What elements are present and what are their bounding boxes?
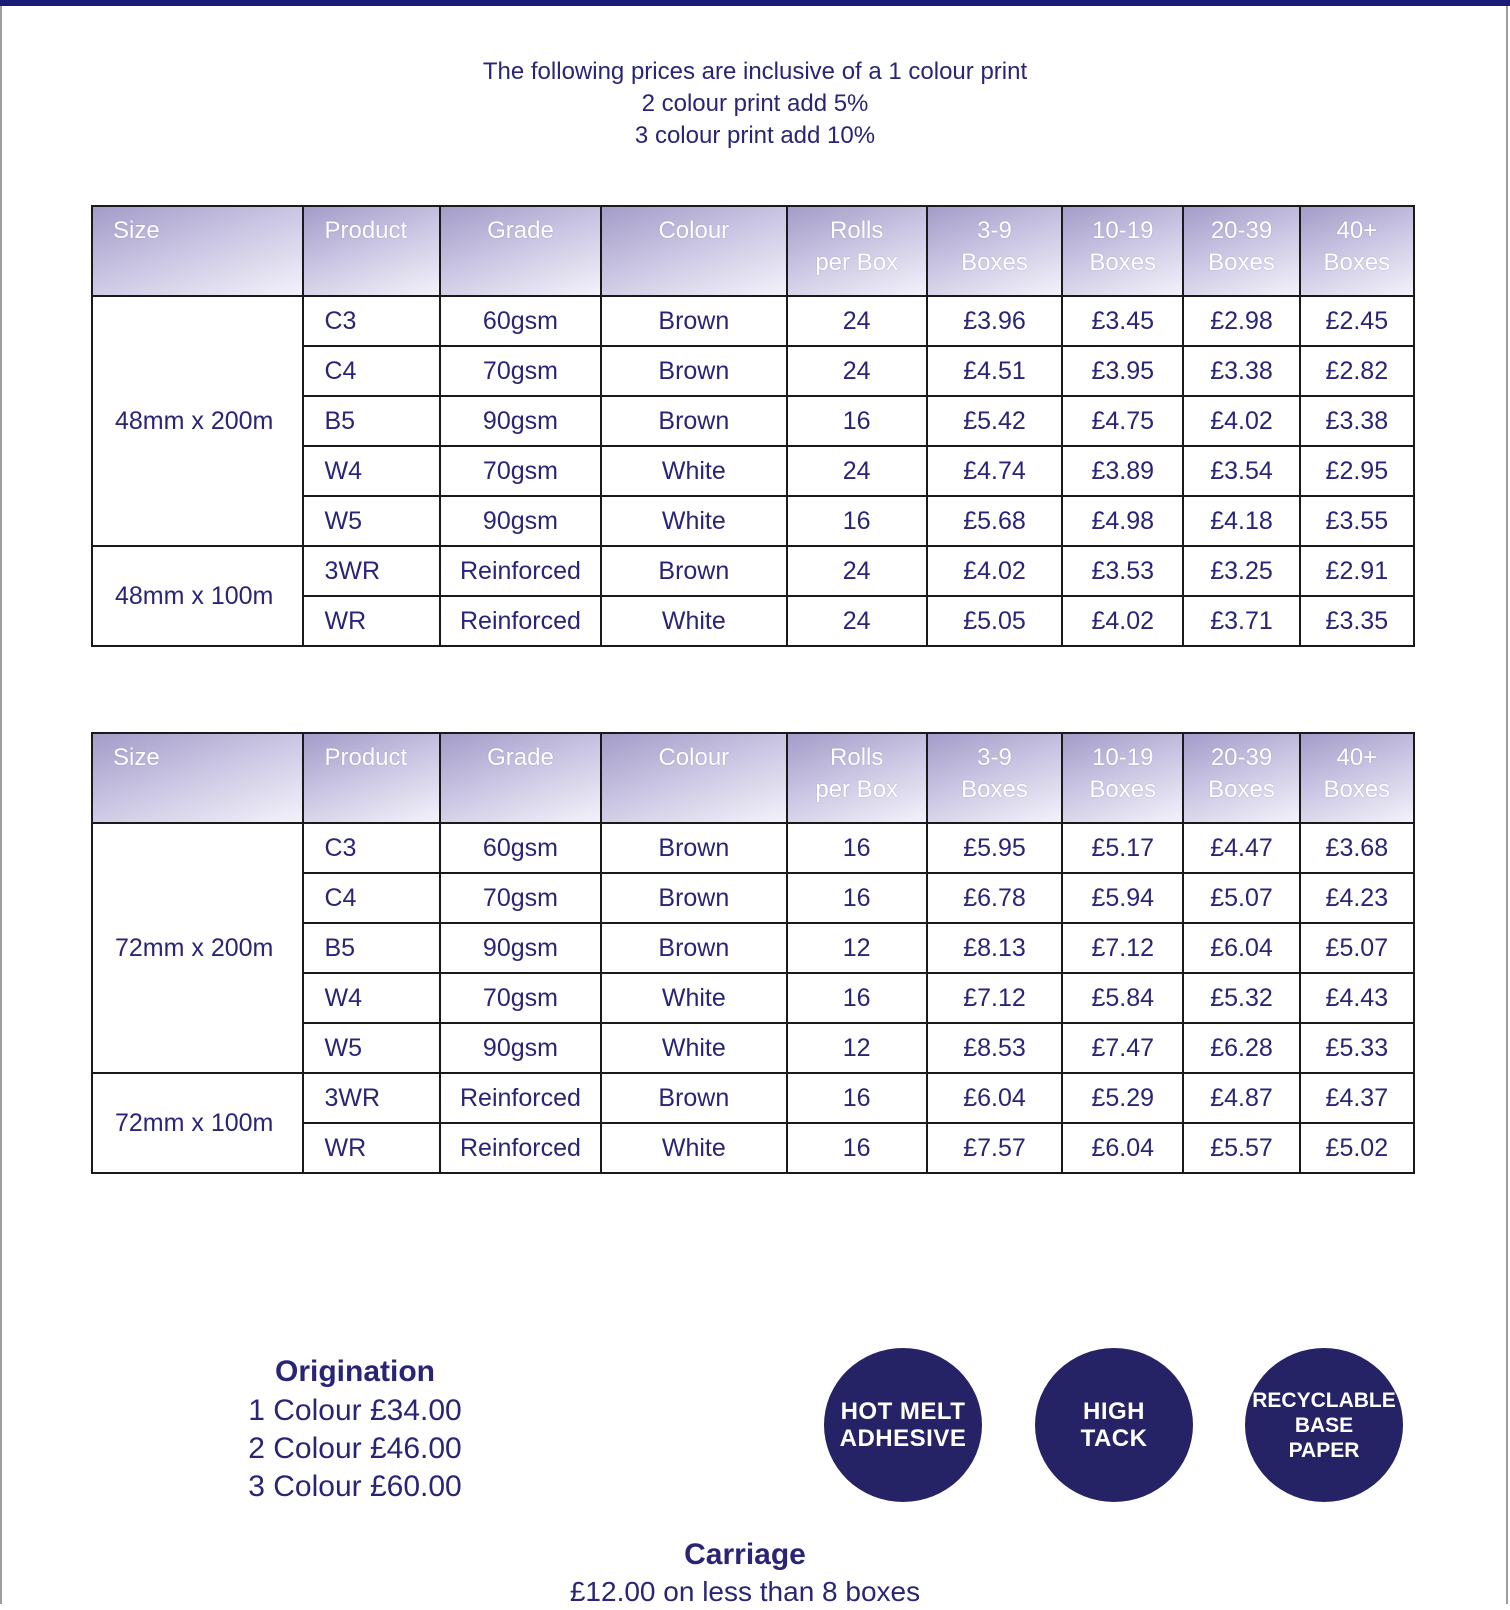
colour-cell: White (601, 1023, 786, 1073)
rolls-cell: 24 (787, 296, 927, 346)
header-line: Boxes (1208, 249, 1275, 276)
price-cell: £3.54 (1183, 446, 1299, 496)
table-row (92, 546, 1414, 596)
grade-cell: 90gsm (440, 496, 601, 546)
price-cell: £3.95 (1062, 346, 1183, 396)
grade-cell: 70gsm (440, 346, 601, 396)
size-cell: 72mm x 100m (92, 1073, 303, 1173)
grade-cell: Reinforced (440, 596, 601, 646)
header-line: 40+ (1336, 744, 1378, 771)
header-line: 10-19 (1092, 217, 1154, 244)
colour-cell: White (601, 596, 786, 646)
colour-cell: Brown (601, 546, 786, 596)
grade-cell: 70gsm (440, 446, 601, 496)
price-cell: £7.12 (927, 973, 1062, 1023)
grade-cell: 70gsm (440, 873, 601, 923)
colour-cell: Brown (601, 923, 786, 973)
price-cell: £6.28 (1183, 1023, 1299, 1073)
hot-melt-adhesive-badge (824, 1348, 982, 1502)
price-cell: £3.53 (1062, 546, 1183, 596)
colour-cell: Brown (601, 346, 786, 396)
grade-cell: Reinforced (440, 1073, 601, 1123)
header-10-19-boxes (1062, 206, 1183, 296)
header-colour: Colour (601, 733, 786, 823)
badge-line: BASE (1294, 1413, 1354, 1437)
table-row (92, 823, 1414, 873)
header-line: 10-19 (1092, 744, 1154, 771)
price-cell: £4.43 (1300, 973, 1414, 1023)
header-line: 3-9 (977, 217, 1012, 244)
colour-cell: Brown (601, 396, 786, 446)
price-cell: £3.89 (1062, 446, 1183, 496)
product-cell: 3WR (303, 1073, 439, 1123)
header-3-9-boxes (927, 733, 1062, 823)
rolls-cell: 12 (787, 923, 927, 973)
price-cell: £7.47 (1062, 1023, 1183, 1073)
price-cell: £4.47 (1183, 823, 1299, 873)
table-row (92, 1073, 1414, 1123)
price-cell: £4.02 (1062, 596, 1183, 646)
header-line: Rolls (830, 744, 884, 771)
header-line: Boxes (1208, 776, 1275, 803)
header-line: 3-9 (977, 744, 1012, 771)
price-cell: £3.38 (1183, 346, 1299, 396)
grade-cell: 90gsm (440, 1023, 601, 1073)
header-line: Boxes (961, 249, 1028, 276)
table-header-row (92, 733, 1414, 823)
price-cell: £5.32 (1183, 973, 1299, 1023)
price-cell: £8.53 (927, 1023, 1062, 1073)
price-cell: £5.33 (1300, 1023, 1414, 1073)
intro-line: 3 colour print add 10% (634, 122, 876, 149)
header-line: 20-39 (1210, 217, 1273, 244)
colour-cell: White (601, 496, 786, 546)
badge-line: HIGH (1083, 1398, 1145, 1425)
colour-cell: White (601, 1123, 786, 1173)
price-cell: £2.95 (1300, 446, 1414, 496)
rolls-cell: 12 (787, 1023, 927, 1073)
product-cell: C3 (303, 296, 439, 346)
price-cell: £2.91 (1300, 546, 1414, 596)
price-cell: £3.35 (1300, 596, 1414, 646)
price-cell: £4.18 (1183, 496, 1299, 546)
product-cell: W5 (303, 496, 439, 546)
price-cell: £5.57 (1183, 1123, 1299, 1173)
size-cell: 48mm x 100m (92, 546, 303, 646)
size-cell: 72mm x 200m (92, 823, 303, 1073)
colour-cell: White (601, 973, 786, 1023)
size-cell: 48mm x 200m (92, 296, 303, 546)
price-cell: £2.45 (1300, 296, 1414, 346)
price-cell: £3.25 (1183, 546, 1299, 596)
price-cell: £5.84 (1062, 973, 1183, 1023)
header-rolls-per-box (787, 206, 927, 296)
price-cell: £2.82 (1300, 346, 1414, 396)
high-tack-badge (1035, 1348, 1193, 1502)
product-cell: W4 (303, 446, 439, 496)
price-cell: £5.05 (927, 596, 1062, 646)
product-cell: WR (303, 596, 439, 646)
grade-cell: 60gsm (440, 823, 601, 873)
rolls-cell: 16 (787, 1073, 927, 1123)
product-cell: C3 (303, 823, 439, 873)
rolls-cell: 16 (787, 973, 927, 1023)
price-cell: £4.74 (927, 446, 1062, 496)
price-cell: £7.57 (927, 1123, 1062, 1173)
product-cell: WR (303, 1123, 439, 1173)
table-header-row (92, 206, 1414, 296)
price-cell: £3.68 (1300, 823, 1414, 873)
origination-line: 1 Colour £34.00 (248, 1394, 462, 1427)
product-cell: B5 (303, 923, 439, 973)
price-cell: £6.04 (1183, 923, 1299, 973)
carriage-section (0, 1536, 1490, 1610)
rolls-cell: 16 (787, 496, 927, 546)
colour-cell: Brown (601, 296, 786, 346)
price-cell: £4.37 (1300, 1073, 1414, 1123)
price-cell: £3.38 (1300, 396, 1414, 446)
header-10-19-boxes (1062, 733, 1183, 823)
badge-line: RECYCLABLE (1252, 1388, 1396, 1412)
badge-line: TACK (1080, 1425, 1148, 1452)
product-cell: C4 (303, 346, 439, 396)
rolls-cell: 24 (787, 346, 927, 396)
price-cell: £5.07 (1300, 923, 1414, 973)
price-cell: £5.07 (1183, 873, 1299, 923)
grade-cell: Reinforced (440, 546, 601, 596)
price-cell: £7.12 (1062, 923, 1183, 973)
product-cell: W5 (303, 1023, 439, 1073)
header-40-plus-boxes (1300, 206, 1414, 296)
grade-cell: 90gsm (440, 396, 601, 446)
badge-line: ADHESIVE (839, 1425, 967, 1452)
header-20-39-boxes (1183, 733, 1299, 823)
rolls-cell: 24 (787, 446, 927, 496)
grade-cell: 90gsm (440, 923, 601, 973)
price-cell: £3.71 (1183, 596, 1299, 646)
price-cell: £5.42 (927, 396, 1062, 446)
header-line: Boxes (1323, 249, 1391, 276)
price-cell: £6.04 (927, 1073, 1062, 1123)
header-line: 40+ (1336, 217, 1378, 244)
origination-section (230, 1352, 480, 1506)
price-cell: £5.02 (1300, 1123, 1414, 1173)
badge-line: HOT MELT (840, 1398, 966, 1425)
header-product: Product (303, 733, 439, 823)
header-line: Boxes (961, 776, 1028, 803)
header-line: Boxes (1089, 776, 1157, 803)
header-line: per Box (815, 776, 899, 803)
price-cell: £4.02 (927, 546, 1062, 596)
price-cell: £3.96 (927, 296, 1062, 346)
header-40-plus-boxes (1300, 733, 1414, 823)
recyclable-base-paper-badge (1245, 1348, 1403, 1502)
header-size: Size (92, 733, 303, 823)
price-cell: £5.17 (1062, 823, 1183, 873)
grade-cell: Reinforced (440, 1123, 601, 1173)
grade-cell: 70gsm (440, 973, 601, 1023)
rolls-cell: 24 (787, 546, 927, 596)
table-row (92, 296, 1414, 346)
price-cell: £4.51 (927, 346, 1062, 396)
header-line: Boxes (1089, 249, 1157, 276)
colour-cell: White (601, 446, 786, 496)
product-cell: W4 (303, 973, 439, 1023)
product-cell: B5 (303, 396, 439, 446)
price-cell: £4.87 (1183, 1073, 1299, 1123)
price-cell: £4.75 (1062, 396, 1183, 446)
pricing-intro (0, 56, 1510, 152)
header-size: Size (92, 206, 303, 296)
origination-line: 2 Colour £46.00 (248, 1432, 462, 1465)
carriage-line: £12.00 on less than 8 boxes (569, 1576, 921, 1607)
header-grade: Grade (440, 733, 601, 823)
intro-line: 2 colour print add 5% (641, 90, 869, 117)
price-cell: £3.45 (1062, 296, 1183, 346)
origination-title: Origination (275, 1355, 435, 1388)
grade-cell: 60gsm (440, 296, 601, 346)
price-cell: £4.02 (1183, 396, 1299, 446)
top-bar (0, 0, 1510, 6)
price-cell: £4.98 (1062, 496, 1183, 546)
origination-line: 3 Colour £60.00 (248, 1470, 462, 1503)
price-cell: £6.78 (927, 873, 1062, 923)
rolls-cell: 16 (787, 873, 927, 923)
colour-cell: Brown (601, 873, 786, 923)
intro-line: The following prices are inclusive of a 1 colour print (482, 58, 1028, 85)
price-cell: £8.13 (927, 923, 1062, 973)
price-cell: £2.98 (1183, 296, 1299, 346)
price-cell: £3.55 (1300, 496, 1414, 546)
header-product: Product (303, 206, 439, 296)
price-cell: £5.29 (1062, 1073, 1183, 1123)
product-cell: C4 (303, 873, 439, 923)
header-line: 20-39 (1210, 744, 1273, 771)
product-cell: 3WR (303, 546, 439, 596)
rolls-cell: 16 (787, 1123, 927, 1173)
header-line: Boxes (1323, 776, 1391, 803)
price-cell: £5.94 (1062, 873, 1183, 923)
price-table-48mm (91, 205, 1415, 647)
rolls-cell: 16 (787, 823, 927, 873)
price-cell: £6.04 (1062, 1123, 1183, 1173)
header-3-9-boxes (927, 206, 1062, 296)
colour-cell: Brown (601, 1073, 786, 1123)
header-colour: Colour (601, 206, 786, 296)
price-cell: £5.68 (927, 496, 1062, 546)
carriage-title: Carriage (684, 1538, 806, 1571)
header-grade: Grade (440, 206, 601, 296)
rolls-cell: 16 (787, 396, 927, 446)
header-line: per Box (815, 249, 899, 276)
header-rolls-per-box (787, 733, 927, 823)
colour-cell: Brown (601, 823, 786, 873)
header-line: Rolls (830, 217, 884, 244)
price-table-72mm (91, 732, 1415, 1174)
rolls-cell: 24 (787, 596, 927, 646)
badge-line: PAPER (1288, 1438, 1360, 1462)
price-cell: £5.95 (927, 823, 1062, 873)
header-20-39-boxes (1183, 206, 1299, 296)
price-cell: £4.23 (1300, 873, 1414, 923)
